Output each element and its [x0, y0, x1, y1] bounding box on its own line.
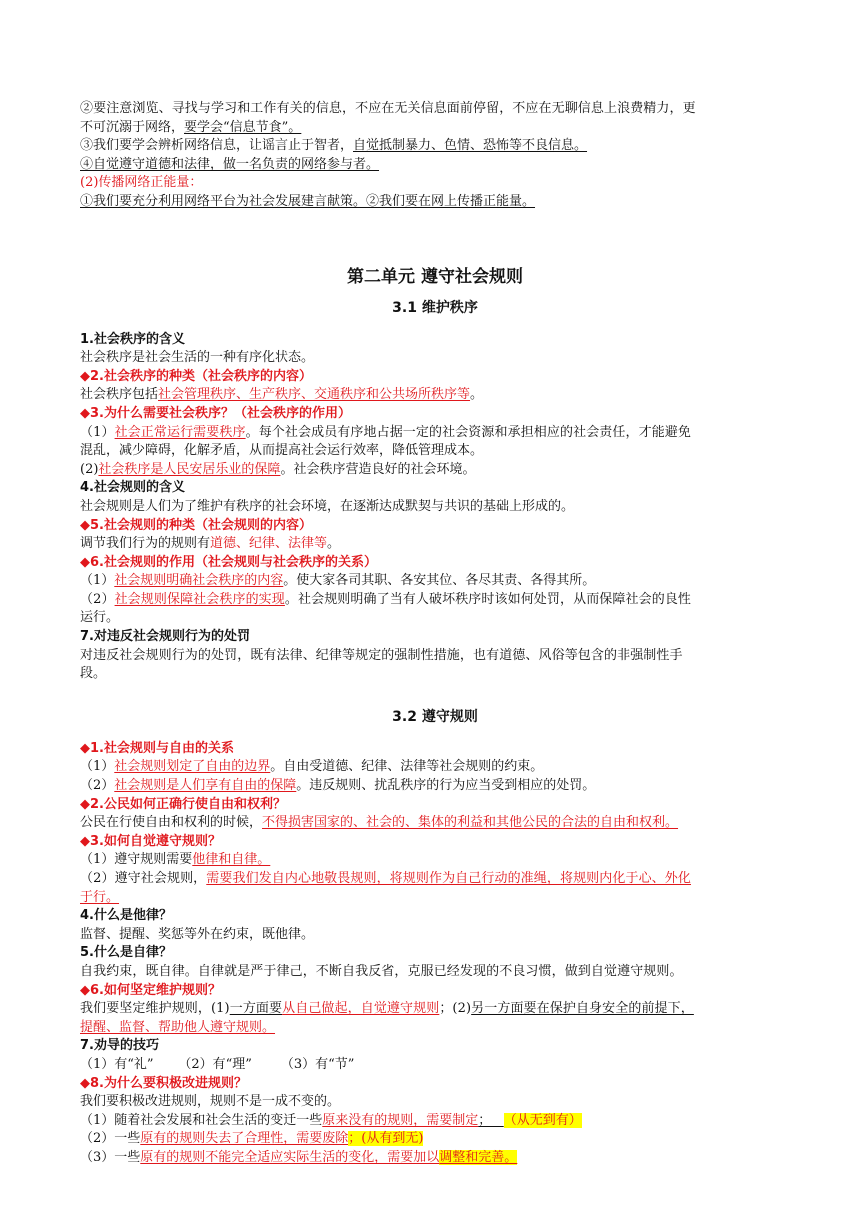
key-point: 社会秩序是人民安居乐业的保障 — [98, 461, 281, 477]
text-span: ； — [478, 1112, 504, 1128]
lesson-title: 3.1 维护秩序 — [392, 299, 478, 316]
text-line — [80, 1112, 790, 1131]
text-line: 监督、提醒、奖惩等外在约束，既他律。 — [80, 926, 315, 942]
text-line — [80, 1130, 790, 1149]
text-span: 。每个社会成员有序地占据一定的社会资源和承担相应的社会责任，才能避免 — [245, 424, 691, 440]
question-heading: ◆6.社会规则的作用（社会规则与社会秩序的关系） — [80, 554, 377, 570]
key-point: 道德、纪律、法律等 — [210, 536, 328, 552]
text-span: 公民在行使自由和权利的时候， — [80, 815, 263, 831]
text-line: 自我约束，既自律。自律就是严于律己，不断自我反省，克服已经发现的不良习惯，做到自觉遵守规则。 — [80, 963, 683, 979]
text-span: （1） — [80, 573, 115, 589]
key-point: 提醒、监督、帮助他人遵守规则。 — [80, 1019, 276, 1035]
text-line: 段。 — [80, 666, 107, 682]
text-span: ；(2) — [439, 1001, 472, 1017]
text-span: 。 — [327, 536, 341, 552]
text-line: 混乱，减少障碍，化解矛盾，从而提高社会运行效率，降低管理成本。 — [80, 443, 484, 459]
question-heading: ◆2.社会秩序的种类（社会秩序的内容） — [80, 368, 312, 384]
text-line: 我们要积极改进规则，规则不是一成不变的。 — [80, 1094, 341, 1110]
lesson-section — [80, 331, 790, 684]
text-span: （1）随着社会发展和社会生活的变迁一些 — [80, 1112, 323, 1128]
text-span: ③我们要学会辨析网络信息，让谣言止于智者， — [80, 138, 354, 154]
text-line — [80, 119, 790, 138]
text-line — [80, 424, 790, 443]
text-line: （1）有“礼” （2）有“理” （3）有“节” — [80, 1056, 355, 1072]
question-heading: 7.对违反社会规则行为的处罚 — [80, 629, 250, 645]
lesson-section — [80, 740, 790, 1168]
text-span: (2) — [80, 461, 99, 477]
highlighted-note: （从无到有） — [503, 1112, 582, 1128]
text-line — [80, 591, 790, 610]
text-line — [80, 1000, 790, 1019]
top-section — [80, 100, 790, 212]
underlined-text: 要学会“信息节食”。 — [184, 119, 302, 135]
key-point: 需要我们发自内心地敬畏规则，将规则作为自己行动的准绳，将规则内化于心、外化 — [206, 871, 691, 886]
text-line — [80, 137, 790, 156]
text-line: 运行。 — [80, 610, 120, 626]
unit-title: 第二单元 遵守社会规则 — [347, 266, 523, 287]
text-line — [80, 572, 790, 591]
text-span: 。自由受道德、纪律、法律等社会规则的约束。 — [270, 759, 544, 775]
question-heading: 5.什么是自律？ — [80, 945, 172, 961]
text-span: 社会秩序包括 — [80, 387, 159, 403]
underlined-text: 自觉抵制暴力、色情、恐怖等不良信息。 — [353, 138, 588, 154]
key-point: 原来没有的规则，需要制定 — [322, 1112, 479, 1128]
text-span: 。使大家各司其职、各安其位、各尽其责、各得其所。 — [283, 573, 596, 589]
text-line: ②要注意浏览、寻找与学习和工作有关的信息，不应在无关信息面前停留，不应在无聊信息上浪费精力，更 — [80, 101, 696, 116]
question-heading: ◆3.为什么需要社会秩序？（社会秩序的作用） — [80, 405, 351, 421]
question-heading: ◆2.公民如何正确行使自由和权利？ — [80, 796, 286, 812]
question-heading: ◆5.社会规则的种类（社会规则的内容） — [80, 517, 312, 533]
question-heading: 4.什么是他律？ — [80, 908, 172, 924]
question-heading: ◆6.如何坚定维护规则？ — [80, 982, 221, 998]
text-line — [80, 535, 790, 554]
text-line — [80, 851, 790, 870]
text-span: 不可沉溺于网络， — [80, 119, 185, 135]
text-line: 社会规则是人们为了维护有秩序的社会环境，在逐渐达成默契与共识的基础上形成的。 — [80, 498, 575, 514]
text-line — [80, 777, 790, 796]
text-span: （2） — [80, 778, 115, 794]
key-point: 社会规则明确社会秩序的内容 — [114, 573, 284, 589]
highlighted-note: 调整和完善。 — [439, 1149, 518, 1165]
underlined-text: 一方面要 — [229, 1001, 283, 1017]
text-line: 对违反社会规则行为的处罚，既有法律、纪律等规定的强制性措施，也有道德、风俗等包含的非强制性手 — [80, 647, 683, 663]
underlined-text: 另一方面要在保护自身安全的前提下， — [471, 1001, 694, 1017]
text-span: 。 — [470, 387, 484, 403]
text-line: 社会秩序是社会生活的一种有序化状态。 — [80, 350, 315, 366]
question-heading: ◆1.社会规则与自由的关系 — [80, 740, 234, 756]
question-heading: 1.社会秩序的含义 — [80, 331, 185, 347]
text-span: （2）一些 — [80, 1131, 141, 1147]
text-line — [80, 870, 790, 889]
subheading: (2)传播网络正能量： — [80, 175, 203, 191]
key-point: 于行。 — [80, 889, 120, 905]
text-span: 调节我们行为的规则有 — [80, 536, 211, 552]
key-point: 不得损害国家的、社会的、集体的利益和其他公民的合法的自由和权利。 — [262, 815, 679, 831]
document-page — [80, 100, 790, 1168]
key-point: 社会规则保障社会秩序的实现 — [114, 591, 285, 607]
key-point: 社会正常运行需要秩序 — [114, 424, 246, 440]
text-span: （2）遵守社会规则， — [80, 871, 207, 886]
highlighted-note: ；(从有到无) — [348, 1131, 424, 1147]
text-line — [80, 461, 790, 480]
key-point: 从自己做起，自觉遵守规则 — [282, 1001, 440, 1017]
text-line — [80, 814, 790, 833]
text-span: （1） — [80, 759, 115, 775]
text-line: ④自觉遵守道德和法律，做一名负责的网络参与者。 — [80, 156, 380, 172]
key-point: 社会管理秩序、生产秩序、交通秩序和公共场所秩序等 — [158, 387, 471, 403]
text-line — [80, 758, 790, 777]
question-heading: 4.社会规则的含义 — [80, 480, 185, 496]
key-point: 原有的规则不能完全适应实际生活的变化，需要加以 — [140, 1149, 440, 1165]
text-span: 我们要坚定维护规则，(1) — [80, 1001, 230, 1017]
text-line — [80, 1149, 790, 1168]
text-span: （3）一些 — [80, 1149, 141, 1165]
text-span: （1） — [80, 424, 115, 440]
text-line — [80, 386, 790, 405]
text-span: 。社会规则明确了当有人破坏秩序时该如何处罚，从而保障社会的良性 — [284, 591, 691, 607]
text-span: 。违反规则、扰乱秩序的行为应当受到相应的处罚。 — [296, 778, 596, 794]
question-heading: ◆3.如何自觉遵守规则？ — [80, 833, 221, 849]
question-heading: ◆8.为什么要积极改进规则？ — [80, 1075, 247, 1091]
key-point: 原有的规则失去了合理性，需要废除 — [140, 1131, 349, 1147]
lesson-title: 3.2 遵守规则 — [392, 708, 478, 725]
text-span: （2） — [80, 591, 115, 607]
question-heading: 7.劝导的技巧 — [80, 1038, 159, 1054]
key-point: 社会规则划定了自由的边界 — [114, 759, 271, 775]
text-span: （1）遵守规则需要 — [80, 852, 193, 868]
key-point: 社会规则是人们享有自由的保障 — [114, 778, 297, 794]
key-point: 他律和自律。 — [192, 852, 271, 868]
text-line: ①我们要充分利用网络平台为社会发展建言献策。②我们要在网上传播正能量。 — [80, 193, 536, 209]
text-span: 。社会秩序营造良好的社会环境。 — [280, 461, 476, 477]
